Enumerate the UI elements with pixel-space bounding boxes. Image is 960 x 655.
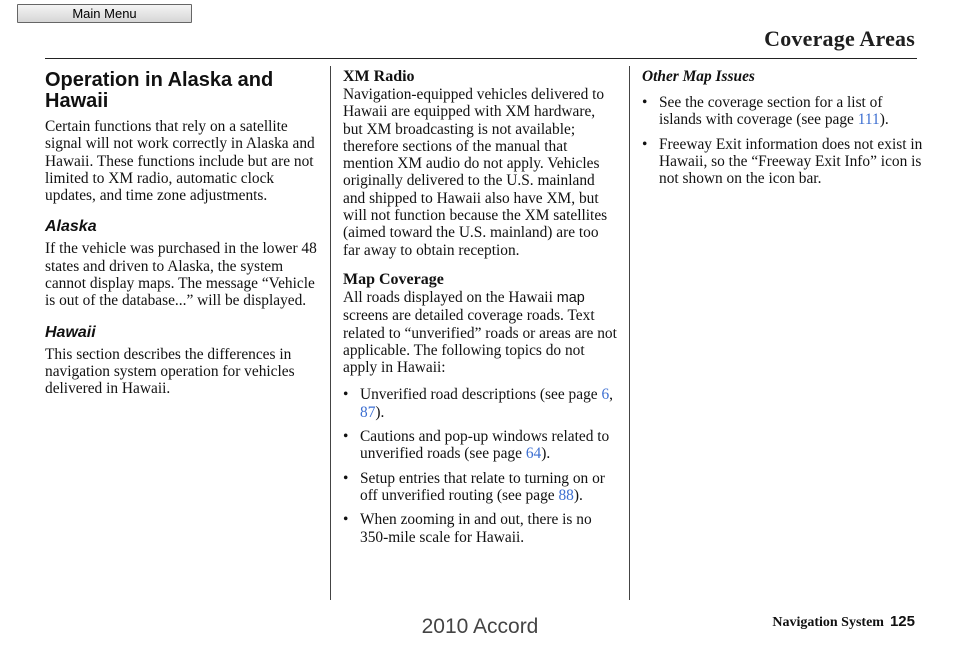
list-item [343,470,618,505]
map-coverage-word: map [556,289,585,306]
bullet-glyph: • [343,469,349,487]
list-item [343,428,618,463]
page-number: 125 [889,613,915,630]
list-item-end: ). [375,403,385,421]
footer-section-name: Navigation System [772,615,884,630]
page-link-111[interactable]: 111 [857,111,880,129]
intro-paragraph: Certain functions that rely on a satellite signal will not work correctly in Alaska and Hawaii. These functions include but are not limited to XM radio, automatic clock updates, and time zone adjustments. [45,118,315,205]
page-link-88[interactable]: 88 [558,486,574,504]
page-link-6[interactable]: 6 [601,386,610,404]
bullet-glyph: • [343,428,349,446]
column-divider-right [629,66,630,600]
page-title: Coverage Areas [764,26,915,51]
page-link-87[interactable]: 87 [360,403,376,421]
map-coverage-text-a: All roads displayed on the Hawaii [343,288,553,306]
alaska-heading: Alaska [45,218,97,236]
bullet-glyph: • [642,94,648,111]
column-right [642,68,924,194]
section-heading [45,70,320,112]
title-rule [45,58,917,59]
list-item [642,94,924,129]
list-item [642,136,924,188]
xm-radio-heading: XM Radio [343,68,415,85]
section-heading-line1: Operation in Alaska and [45,69,274,91]
list-item-text: Cautions and pop-up windows related to unverified roads (see page [360,428,610,463]
list-item [343,386,618,421]
bullet-glyph: • [343,511,349,529]
list-item-text: When zooming in and out, there is no 350-mile scale for Hawaii. [360,511,592,546]
hawaii-paragraph: This section describes the differences in navigation system operation for vehicles delivered in Hawaii. [45,345,295,398]
list-item-text: Freeway Exit information does not exist in Hawaii, so the “Freeway Exit Info” icon is not shown on the icon bar. [659,135,923,188]
list-item-text: Setup entries that relate to turning on or off unverified routing (see page [360,469,605,504]
map-coverage-list [343,386,618,545]
section-heading-line2: Hawaii [45,90,109,112]
list-item-end: ). [573,486,583,504]
watermark: 2010 Accord [421,615,539,638]
page-link-64[interactable]: 64 [525,445,542,463]
other-map-issues-heading: Other Map Issues [642,68,755,85]
column-left [45,68,320,398]
map-coverage-text-b: screens are detailed coverage roads. Text related to “unverified” roads or areas are not applicable. The following topics do not apply in Hawaii: [343,307,617,377]
map-coverage-heading: Map Coverage [343,270,444,288]
list-item-sep: , [609,386,614,404]
column-divider-left [330,66,331,600]
main-menu-button[interactable]: Main Menu [17,4,192,23]
list-item-text: Unverified road descriptions (see page [360,386,598,404]
list-item-end: ). [879,111,889,129]
bullet-glyph: • [343,386,349,404]
list-item-text: See the coverage section for a list of islands with coverage (see page [659,94,883,129]
hawaii-heading: Hawaii [45,323,96,341]
map-coverage-paragraph [343,289,618,376]
xm-radio-paragraph: Navigation-equipped vehicles delivered to Hawaii are equipped with XM hardware, but XM broadcasting is not available; therefore sections of the manual that mention XM audio do not apply. Vehicles originally delivered to the U.S. mainland and shipped to Hawaii also have XM, but will not function because the XM satellites (aimed toward the U.S. mainland) are too far away to obtain reception. [343,86,608,259]
column-middle [343,68,618,553]
bullet-glyph: • [642,135,648,153]
list-item [343,511,618,546]
other-map-issues-list [642,94,924,187]
alaska-paragraph: If the vehicle was purchased in the lower 48 states and driven to Alaska, the system cannot display maps. The message “Vehicle is out of the database...” will be displayed. [45,240,317,310]
list-item-end: ). [541,445,551,463]
